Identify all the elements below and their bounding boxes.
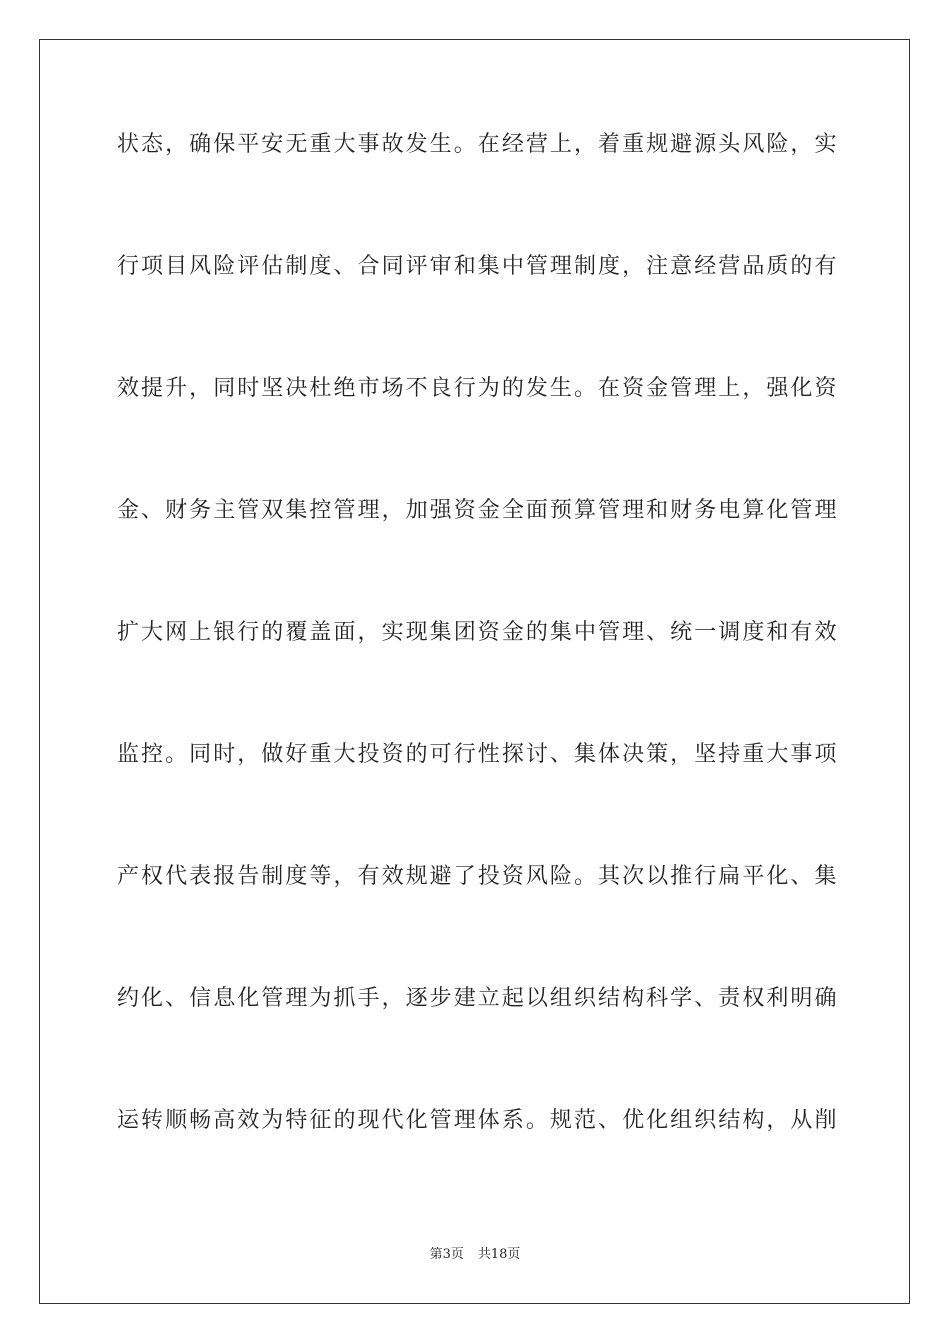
body-text [117, 130, 837, 1228]
text-line: 效提升，同时坚决杜绝市场不良行为的发生。在资金管理上，强化资 [117, 376, 837, 401]
text-line: 运转顺畅高效为特征的现代化管理体系。规范、优化组织结构，从削 [117, 1108, 837, 1133]
page-footer [0, 1246, 950, 1264]
page-total: 共18页 [477, 1247, 521, 1262]
text-line: 产权代表报告制度等，有效规避了投资风险。其次以推行扁平化、集 [117, 864, 837, 889]
text-line: 扩大网上银行的覆盖面，实现集团资金的集中管理、统一调度和有效 [117, 620, 837, 645]
text-line: 金、财务主管双集控管理，加强资金全面预算管理和财务电算化管理 [117, 498, 837, 523]
page-number: 第3页 [429, 1247, 464, 1262]
text-line: 状态，确保平安无重大事故发生。在经营上，着重规避源头风险，实 [117, 132, 837, 157]
text-line: 监控。同时，做好重大投资的可行性探讨、集体决策，坚持重大事项 [117, 742, 837, 767]
text-line: 行项目风险评估制度、合同评审和集中管理制度，注意经营品质的有 [117, 254, 837, 279]
text-line: 约化、信息化管理为抓手，逐步建立起以组织结构科学、责权利明确 [117, 986, 837, 1011]
